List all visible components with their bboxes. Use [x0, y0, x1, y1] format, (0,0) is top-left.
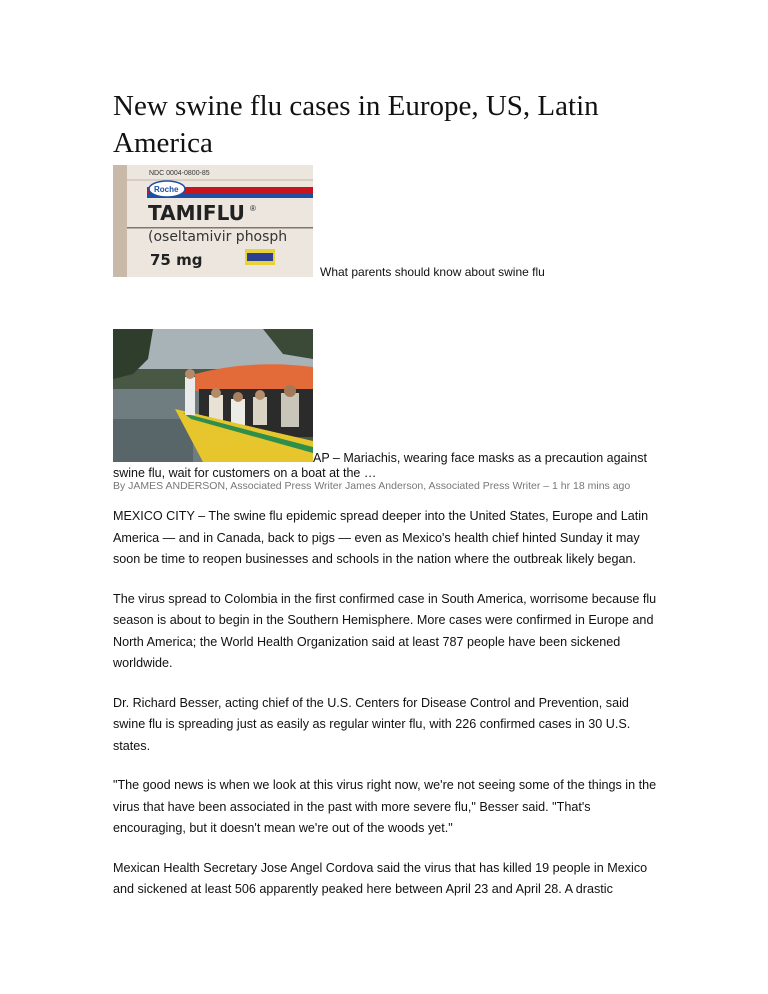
tamiflu-registered-text: ®: [250, 204, 256, 213]
article-body: [113, 506, 663, 919]
tamiflu-ndc-text: NDC 0004-0800-85: [149, 170, 210, 177]
article-paragraph: Dr. Richard Besser, acting chief of the U.S. Centers for Disease Control and Prevention, said swine flu is spreading just as easily as regular winter flu, with 226 confirmed cases in 30 U.S. states.: [113, 695, 631, 753]
mariachi-photo-caption[interactable]: AP – Mariachis, wearing face masks as a precaution against swine flu, wait for customers on a boat at the …: [113, 451, 647, 480]
tamiflu-photo-caption[interactable]: What parents should know about swine flu: [320, 265, 545, 279]
tamiflu-brand-text: Roche: [154, 185, 179, 194]
article-paragraph: MEXICO CITY – The swine flu epidemic spread deeper into the United States, Europe and Latin America — and in Canada, back to pigs — even as Mexico's health chief hinted Sunday it may soon be time to reopen businesses and schools in the nation where the outbreak likely began.: [113, 509, 649, 566]
tamiflu-generic-text: (oseltamivir phosph: [148, 229, 288, 245]
tamiflu-product-text: TAMIFLU: [148, 201, 245, 225]
article-headline: New swine flu cases in Europe, US, Latin America: [113, 90, 599, 159]
article-paragraph: "The good news is when we look at this virus right now, we're not seeing some of the things in the virus that have been associated in the past with more severe flu," Besser said. "That's encouraging, but it doesn't mean we're out of the woods yet.": [113, 778, 657, 835]
mariachi-boat-illustration: [113, 329, 313, 462]
tamiflu-box-illustration: [113, 165, 313, 277]
mariachi-boat-photo[interactable]: [113, 329, 313, 462]
article-paragraph: The virus spread to Colombia in the first confirmed case in South America, worrisome because flu season is about to begin in the Southern Hemisphere. More cases were confirmed in Europe and North America; the World Health Organization said at least 787 people have been sickened worldwide.: [113, 591, 657, 670]
article-byline: By JAMES ANDERSON, Associated Press Writer James Anderson, Associated Press Writer – 1 hr 18 mins ago: [113, 480, 631, 492]
article-paragraph: Mexican Health Secretary Jose Angel Cordova said the virus that has killed 19 people in Mexico and sickened at least 506 apparently peaked here between April 23 and April 28. A drastic: [113, 860, 648, 896]
tamiflu-photo[interactable]: [113, 165, 313, 277]
tamiflu-dose-text: 75 mg: [150, 251, 203, 269]
